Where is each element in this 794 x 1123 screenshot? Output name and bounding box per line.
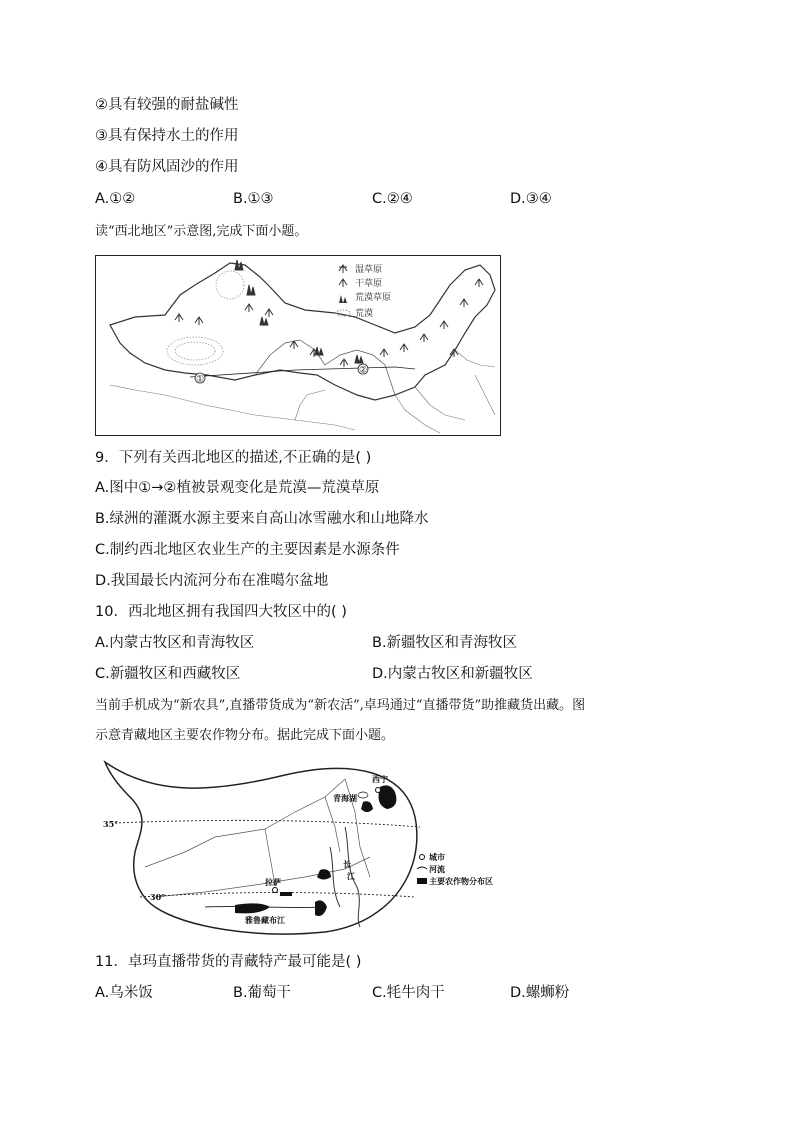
- q11-option-b[interactable]: B.葡萄干: [233, 985, 292, 1001]
- q8-choice-b[interactable]: B.①③: [233, 191, 274, 207]
- q10-stem: 10．西北地区拥有我国四大牧区中的( ): [95, 604, 347, 620]
- q11-option-a[interactable]: A.乌米饭: [95, 985, 153, 1001]
- q8-choice-d[interactable]: D.③④: [510, 191, 552, 207]
- label-lat-35: 35°: [103, 819, 119, 829]
- northwest-map: [95, 255, 501, 436]
- q10-option-c[interactable]: C.新疆牧区和西藏牧区: [95, 666, 241, 682]
- q8-option-4: ④具有防风固沙的作用: [95, 159, 239, 175]
- marker-1: ①: [195, 374, 205, 385]
- label-river-char-a: 长: [343, 859, 351, 869]
- q8-choice-c[interactable]: C.②④: [372, 191, 413, 207]
- q9-option-a[interactable]: A.图中①→②植被景观变化是荒漠—荒漠草原: [95, 480, 380, 496]
- label-river-char-b: 江: [347, 871, 355, 881]
- legend-desert-grassland: 荒漠草原: [355, 293, 392, 303]
- tibet-intro-line-1: 当前手机成为“新农具”,直播带货成为“新农活”,卓玛通过“直播带货”助推藏货出藏。图: [95, 698, 586, 713]
- q10-option-a[interactable]: A.内蒙古牧区和青海牧区: [95, 635, 255, 651]
- q8-option-2: ②具有较强的耐盐碱性: [95, 97, 239, 113]
- label-yarlung-river: 雅鲁藏布江: [245, 915, 285, 925]
- legend-city: 城市: [429, 852, 445, 862]
- q9-option-d[interactable]: D.我国最长内流河分布在准噶尔盆地: [95, 573, 329, 589]
- legend-river: 河流: [429, 864, 445, 874]
- label-lhasa: 拉萨: [265, 877, 281, 887]
- legend-desert: 荒漠: [355, 309, 374, 319]
- q11-option-d[interactable]: D.螺蛳粉: [510, 985, 570, 1001]
- label-qinghai-lake: 青海湖: [333, 793, 357, 803]
- q10-option-d[interactable]: D.内蒙古牧区和新疆牧区: [372, 666, 533, 682]
- q9-stem: 9．下列有关西北地区的描述,不正确的是( ): [95, 450, 372, 466]
- q9-option-c[interactable]: C.制约西北地区农业生产的主要因素是水源条件: [95, 542, 400, 558]
- legend-crop-area: 主要农作物分布区: [429, 876, 493, 886]
- q11-stem: 11．卓玛直播带货的青藏特产最可能是( ): [95, 954, 362, 970]
- label-xining: 西宁: [372, 774, 388, 784]
- tibet-intro-line-2: 示意青藏地区主要农作物分布。据此完成下面小题。: [95, 728, 395, 743]
- legend-wet-grassland: 湿草原: [355, 265, 383, 275]
- q8-choice-a[interactable]: A.①②: [95, 191, 136, 207]
- qinghai-tibet-map: [95, 757, 493, 937]
- q9-option-b[interactable]: B.绿洲的灌溉水源主要来自高山冰雪融水和山地降水: [95, 511, 429, 527]
- label-lat-30: 30°: [150, 892, 166, 902]
- legend-dry-grassland: 干草原: [355, 279, 383, 289]
- q8-option-3: ③具有保持水土的作用: [95, 128, 239, 144]
- nw-intro: 读“西北地区”示意图,完成下面小题。: [95, 224, 308, 239]
- q11-option-c[interactable]: C.牦牛肉干: [372, 985, 445, 1001]
- q10-option-b[interactable]: B.新疆牧区和青海牧区: [372, 635, 518, 651]
- marker-2: ②: [358, 365, 368, 376]
